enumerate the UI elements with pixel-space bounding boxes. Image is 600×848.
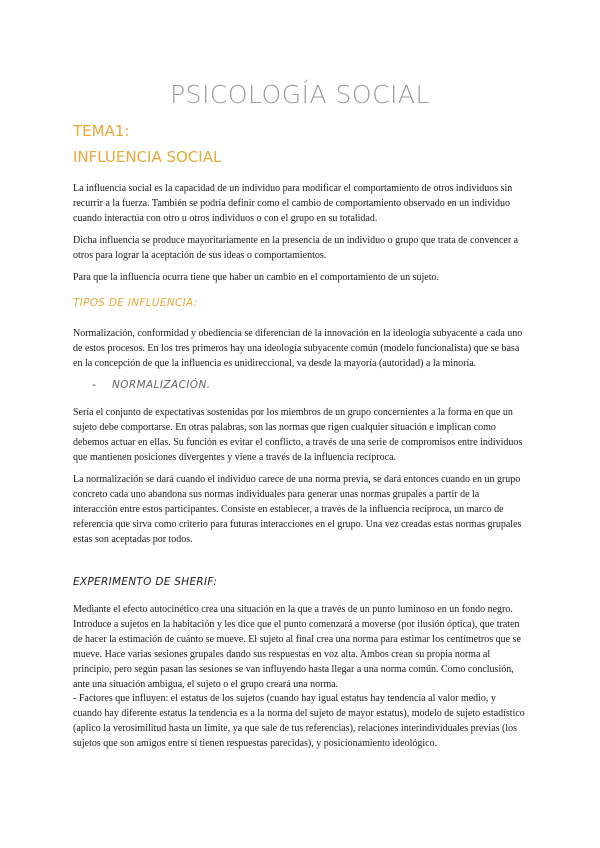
intro-paragraph-1: La influencia social es la capacidad de un individuo para modificar el comportamiento de otros individuos sin recurrir a la fuerza. También se podría definir como el cambio de comportamiento observado en un individuo cuando interactúa con otro u otros individuos o con el grupo en su totalidad. xyxy=(73,183,513,224)
topic-number: TEMA1: xyxy=(73,122,130,140)
normalizacion-paragraph-1: Sería el conjunto de expectativas sostenidas por los miembros de un grupo concernientes a la forma en que un sujeto debe comportarse. En otras palabras, son las normas que rigen cualquier situación e implican como debemos actuar en ellas. Su función es evitar el conflicto, a través de una serie de compromisos entre individuos que mantienen posiciones divergentes y viene a través de la influencia recíproca. xyxy=(73,407,523,463)
section-heading-sherif: EXPERIMENTO DE SHERIF: xyxy=(73,576,218,588)
sherif-paragraph-1: Mediante el efecto autocinético crea una situación en la que a través de un punto luminoso en un fondo negro. Introduce a sujetos en la habitación y les dice que el punto comenzará a moverse (por ilusión óptica), que traten de hacer la estimación de cuánto se mueve. El sujeto al final crea una norma para estimar los centímetros que se mueve. Hace varias sesiones grupales dando sus respuestas en voz alta. Ambos crean su propia norma al principio, pero según pasan las sesiones se van influyendo hasta llegar a una norma común. Como conclusión, ante una situación ambigua, el sujeto o el grupo creará una norma. xyxy=(73,604,521,690)
intro-paragraph-3: Para que la influencia ocurra tiene que haber un cambio en el comportamiento de un sujeto. xyxy=(73,272,439,283)
section-heading-tipos: TIPOS DE INFLUENCIA: xyxy=(73,297,198,309)
topic-title: INFLUENCIA SOCIAL xyxy=(73,148,222,166)
intro-paragraph-2: Dicha influencia se produce mayoritariamente en la presencia de un individuo o grupo que trata de convencer a otros para lograr la aceptación de sus ideas o comportamientos. xyxy=(73,235,519,261)
bullet-dash: - xyxy=(92,378,96,391)
page-title: PSICOLOGÍA SOCIAL xyxy=(170,80,430,109)
section-heading-normalizacion: NORMALIZACIÓN. xyxy=(111,378,211,391)
normalizacion-bullet xyxy=(92,378,210,391)
normalizacion-paragraph-2: La normalización se dará cuando el individuo carece de una norma previa, se dará entonces cuando en un grupo concreto cada uno abandona sus normas individuales para generar unas normas grupales a partir de la interacción entre estos participantes. Consiste en establecer, a través de la influencia recíproca, un marco de referencia que sirva como criterio para futuras interacciones en el grupo. Una vez creadas estas normas grupales estas son aceptadas por todos. xyxy=(73,474,522,545)
tipos-paragraph: Normalización, conformidad y obediencia se diferencian de la innovación en la ideología subyacente a cada uno de estos procesos. En los tres primeros hay una ideología subyacente común (modelo funcionalista) que se basa en la concepción de que la influencia es unidireccional, va desde la mayoría (autoridad) a la minoría. xyxy=(73,328,523,369)
topic-heading xyxy=(73,118,221,170)
sherif-paragraph-2: - Factores que influyen: el estatus de los sujetos (cuando hay igual estatus hay tendencia al valor medio, y cuando hay diferente estatus la tendencia es a la norma del sujeto de mayor estatus), modelo de sujeto estadístico (aplico la verosimilitud hasta un límite, ya que sale de tus referencias), relaciones interindividuales previas (los sujetos que son amigos entre sí tienen respuestas parecidas), y posicionamiento ideológico. xyxy=(73,693,525,749)
